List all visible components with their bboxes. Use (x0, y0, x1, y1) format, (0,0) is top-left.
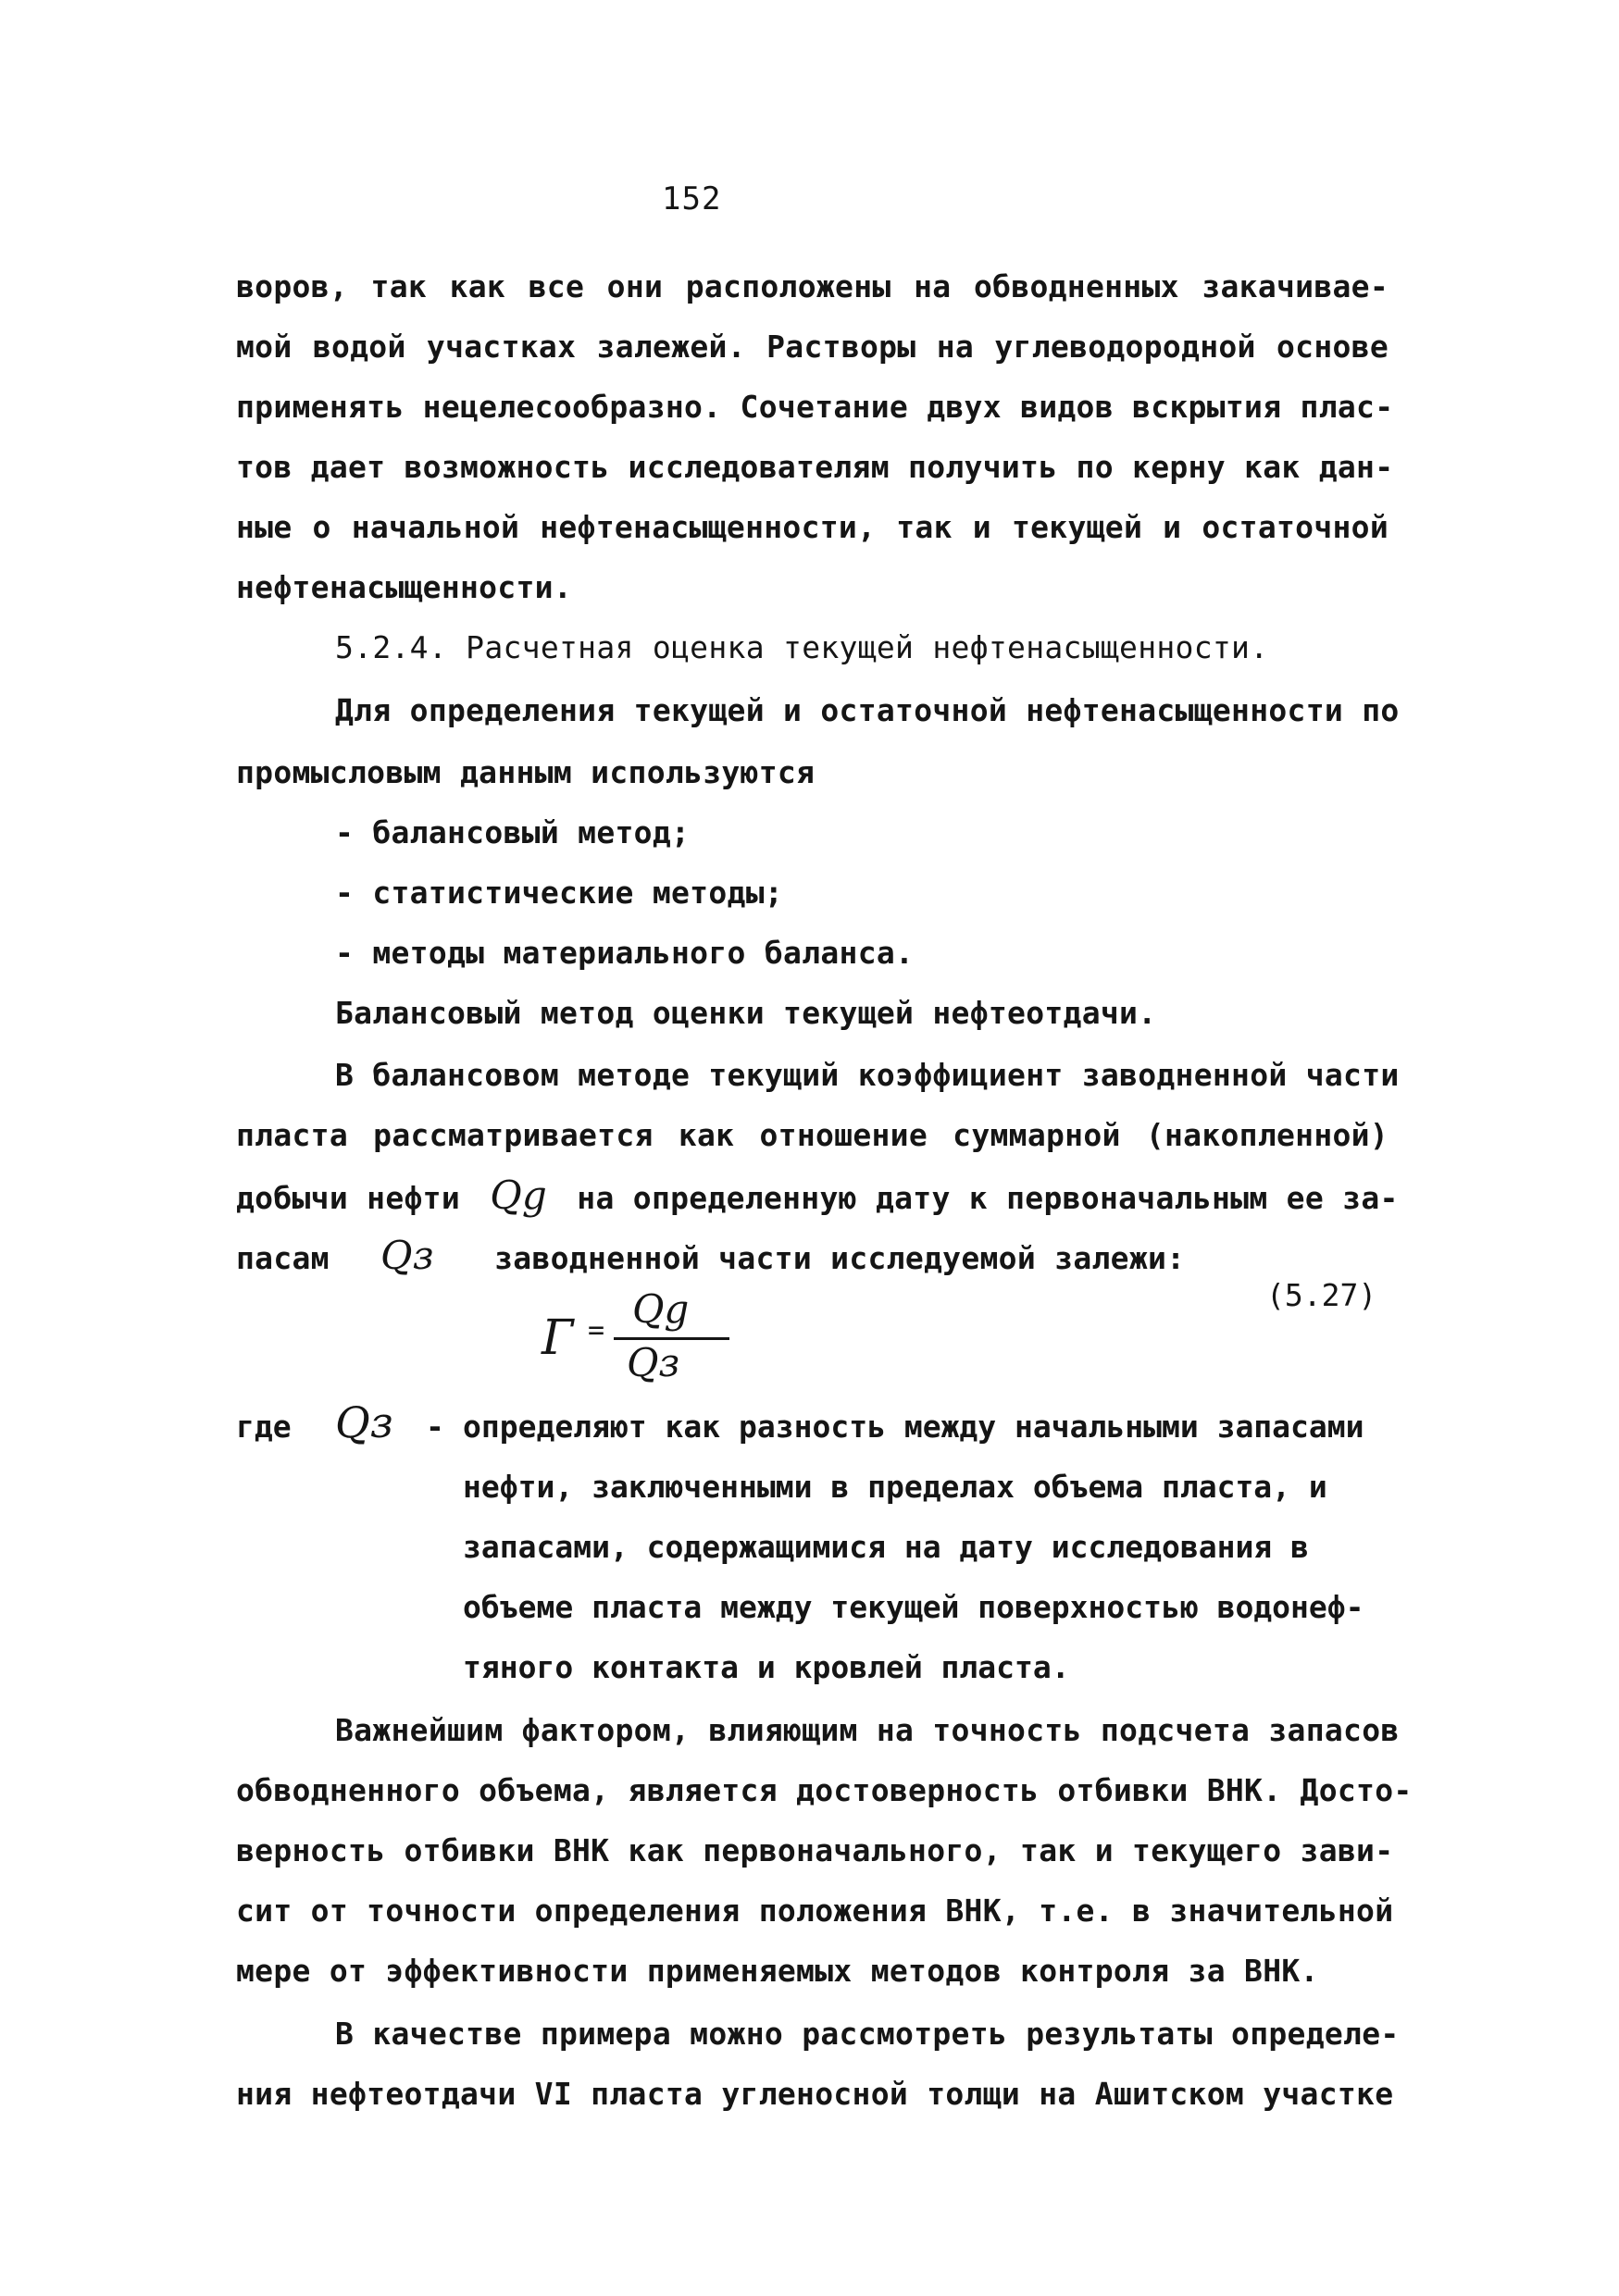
symbol-qz: Qз (380, 1233, 434, 1278)
text-line: нефтенасыщенности. (236, 569, 573, 605)
text-line: сит от точности определения положения ВНК, т.е. в значительной (236, 1893, 1394, 1929)
symbol-qg: Qg (490, 1173, 548, 1218)
text-line: промысловым данным используются (236, 754, 816, 790)
text-fragment: заводненной части исследуемой залежи: (494, 1240, 1186, 1276)
text-fragment: пасам (236, 1240, 330, 1276)
text-line: ные о начальной нефтенасыщенности, так и текущей и остаточной (236, 509, 1389, 545)
text-line-with-symbol (236, 1233, 1389, 1278)
text-line: мой водой участках залежей. Растворы на углеводородной основе (236, 329, 1389, 365)
list-item: - балансовый метод; (335, 814, 691, 850)
formula (542, 1286, 745, 1386)
text-fragment: на определенную дату к первоначальным ее за- (577, 1180, 1399, 1216)
formula-denominator: Qз (627, 1340, 680, 1385)
section-heading: 5.2.4. Расчетная оценка текущей нефтенасыщенности. (335, 629, 1269, 665)
where-line: объеме пласта между текущей поверхностью водонеф- (463, 1589, 1364, 1625)
where-line: запасами, содержащимися на дату исследования в (463, 1529, 1309, 1565)
text-line: ния нефтеотдачи VI пласта угленосной толщи на Ашитском участке (236, 2076, 1394, 2112)
where-dash: - (426, 1409, 444, 1445)
equation-number: (5.27) (1266, 1277, 1377, 1313)
where-line: тяного контакта и кровлей пласта. (463, 1649, 1070, 1685)
text-line: верность отбивки ВНК как первоначального, так и текущего зави- (236, 1832, 1394, 1868)
text-line: пласта рассматривается как отношение суммарной (накопленной) (236, 1117, 1389, 1153)
text-fragment: добычи нефти (236, 1180, 461, 1216)
where-symbol: Qз (335, 1397, 393, 1447)
where-line: нефти, заключенными в пределах объема пласта, и (463, 1469, 1327, 1505)
text-line: В качестве примера можно рассмотреть результаты определе- (335, 2016, 1400, 2052)
text-line: Для определения текущей и остаточной нефтенасыщенности по (335, 692, 1400, 728)
text-line-with-symbol (236, 1173, 1399, 1218)
formula-numerator: Qg (632, 1286, 690, 1332)
where-line: определяют как разность между начальными запасами (463, 1409, 1364, 1445)
text-line: обводненного объема, является достоверность отбивки ВНК. Досто- (236, 1772, 1413, 1808)
formula-lhs: Г (542, 1310, 574, 1366)
list-item: - методы материального баланса. (335, 935, 915, 971)
text-line: воров, так как все они расположены на обводненных закачивае- (236, 268, 1389, 304)
page-number: 152 (662, 180, 722, 217)
where-label: где (236, 1409, 292, 1445)
list-item: - статистические методы; (335, 875, 784, 911)
formula-equals: = (588, 1314, 605, 1347)
text-line: В балансовом методе текущий коэффициент заводненной части (335, 1057, 1400, 1093)
text-line: тов дает возможность исследователям получить по керну как дан- (236, 449, 1394, 485)
text-line: Важнейшим фактором, влияющим на точность подсчета запасов (335, 1712, 1400, 1748)
subheading: Балансовый метод оценки текущей нефтеотдачи. (335, 995, 1157, 1031)
text-line: мере от эффективности применяемых методов контроля за ВНК. (236, 1953, 1319, 1989)
text-line: применять нецелесообразно. Сочетание двух видов вскрытия плас- (236, 389, 1394, 425)
